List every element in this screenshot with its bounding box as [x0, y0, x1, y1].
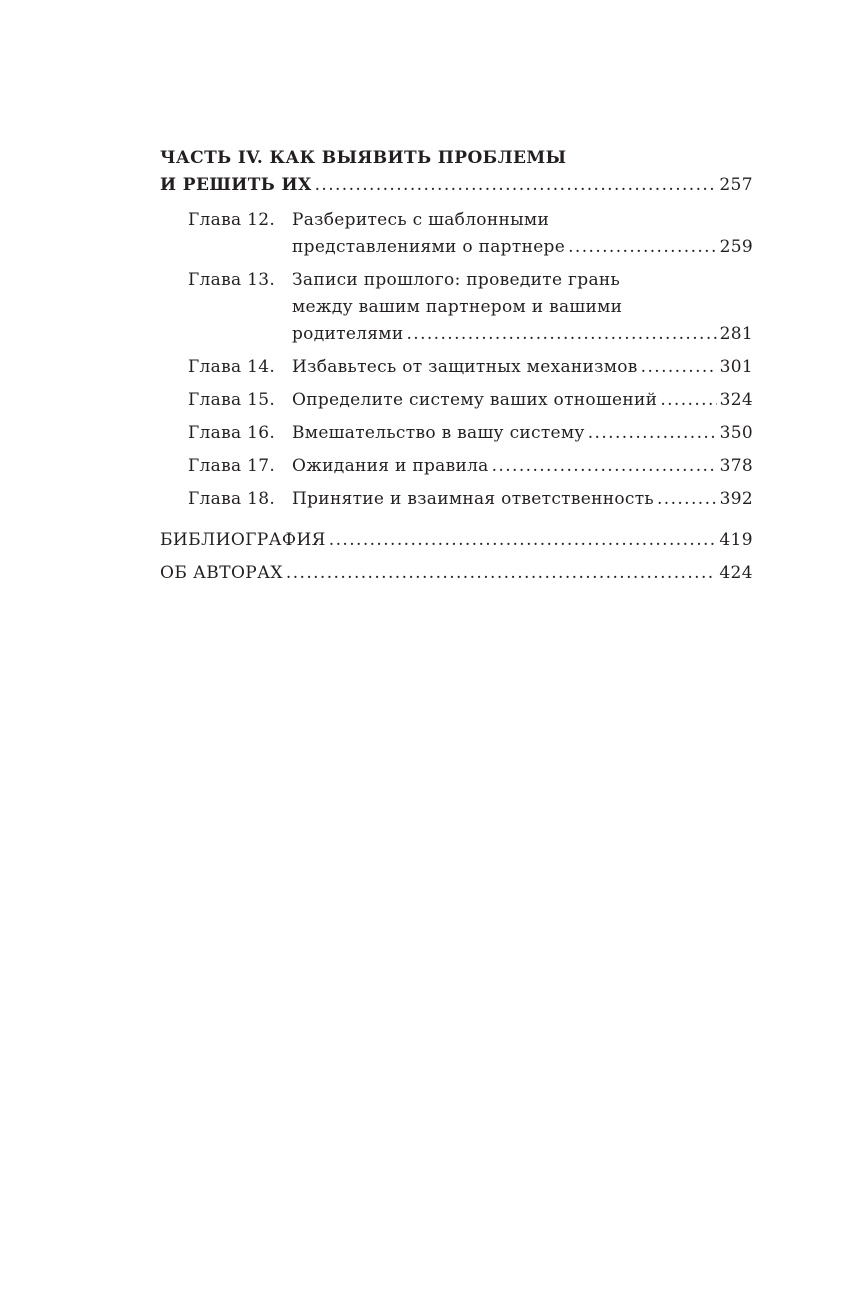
- chapter-label: Глава 16.: [188, 423, 276, 443]
- chapter-entry-15[interactable]: [160, 387, 753, 414]
- chapter-title-line: Разберитесь с шаблонными: [292, 210, 550, 230]
- bibliography-entry[interactable]: [160, 527, 753, 554]
- chapter-title-last-line: [292, 387, 753, 414]
- chapter-label: Глава 18.: [188, 489, 276, 509]
- chapter-title: [292, 453, 753, 480]
- chapter-label: Глава 12.: [188, 210, 276, 230]
- dot-leader: [315, 172, 717, 199]
- about-authors-title: ОБ АВТОРАХ: [160, 563, 283, 583]
- part-page-number: 257: [719, 175, 753, 195]
- chapter-title-text: Вмешательство в вашу систему: [292, 423, 585, 443]
- dot-leader: [329, 527, 717, 554]
- chapter-title-text: Ожидания и правила: [292, 456, 489, 476]
- chapter-list: [160, 207, 753, 513]
- chapter-title-text: Принятие и взаимная ответственность: [292, 489, 654, 509]
- chapter-entry-16[interactable]: [160, 420, 753, 447]
- dot-leader: [492, 453, 717, 480]
- chapter-title-line: между вашим партнером и вашими: [292, 297, 623, 317]
- part-title-line2: И РЕШИТЬ ИХ: [160, 175, 312, 195]
- dot-leader: [568, 234, 717, 261]
- chapter-title-text: родителями: [292, 324, 404, 344]
- chapter-page-number: 378: [719, 456, 753, 476]
- dot-leader: [406, 321, 716, 348]
- chapter-title: [292, 486, 753, 513]
- chapter-entry-12[interactable]: [160, 207, 753, 261]
- chapter-page-number: 301: [719, 357, 753, 377]
- chapter-title: [292, 267, 753, 348]
- chapter-title-last-line: [292, 234, 753, 261]
- part-title-line1: ЧАСТЬ IV. КАК ВЫЯВИТЬ ПРОБЛЕМЫ: [160, 148, 567, 168]
- chapter-entry-14[interactable]: [160, 354, 753, 381]
- about-authors-entry[interactable]: [160, 560, 753, 587]
- part-entry[interactable]: [160, 172, 753, 199]
- chapter-entry-18[interactable]: [160, 486, 753, 513]
- chapter-title-text: Избавьтесь от защитных механизмов: [292, 357, 638, 377]
- chapter-title-line: Записи прошлого: проведите грань: [292, 270, 621, 290]
- chapter-title-last-line: [292, 321, 753, 348]
- chapter-page-number: 392: [719, 489, 753, 509]
- chapter-title: [292, 354, 753, 381]
- chapter-label: Глава 14.: [188, 357, 276, 377]
- chapter-title-last-line: [292, 354, 753, 381]
- table-of-contents: [160, 145, 753, 593]
- dot-leader: [286, 560, 716, 587]
- chapter-title-text: Определите систему ваших отношений: [292, 390, 658, 410]
- chapter-title-last-line: [292, 453, 753, 480]
- chapter-label: Глава 17.: [188, 456, 276, 476]
- part-heading: [160, 145, 753, 199]
- chapter-entry-13[interactable]: [160, 267, 753, 348]
- chapter-label: Глава 15.: [188, 390, 276, 410]
- bibliography-page-number: 419: [719, 530, 753, 550]
- bibliography-title: БИБЛИОГРАФИЯ: [160, 530, 326, 550]
- chapter-title: [292, 420, 753, 447]
- back-matter: [160, 527, 753, 587]
- about-authors-page-number: 424: [719, 563, 753, 583]
- chapter-title-text: представлениями о партнере: [292, 237, 566, 257]
- chapter-label: Глава 13.: [188, 270, 276, 290]
- chapter-title: [292, 207, 753, 261]
- dot-leader: [641, 354, 717, 381]
- chapter-title-last-line: [292, 486, 753, 513]
- chapter-page-number: 259: [719, 237, 753, 257]
- chapter-entry-17[interactable]: [160, 453, 753, 480]
- dot-leader: [660, 387, 716, 414]
- chapter-title-last-line: [292, 420, 753, 447]
- dot-leader: [657, 486, 717, 513]
- chapter-page-number: 324: [719, 390, 753, 410]
- chapter-page-number: 281: [719, 324, 753, 344]
- chapter-title: [292, 387, 753, 414]
- dot-leader: [588, 420, 717, 447]
- chapter-page-number: 350: [719, 423, 753, 443]
